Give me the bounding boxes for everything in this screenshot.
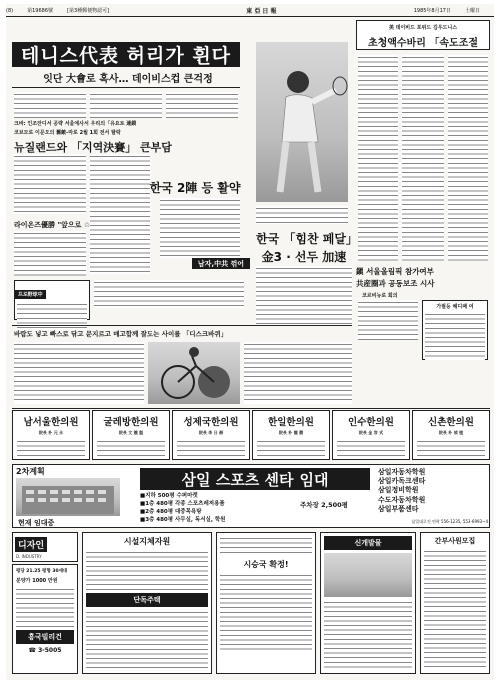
sports-center-suffix: 임대 [299, 470, 329, 489]
cycling-body [256, 266, 352, 326]
school-item: 삼일자동차학원 [378, 468, 426, 476]
sports-center-banner [140, 468, 370, 490]
cycling-subheadline: 金3 · 선두 加速 [261, 250, 347, 264]
lead-headline: 테니스代表 허리가 휜다 [12, 42, 240, 67]
issue-number: 第19686號 [27, 8, 53, 14]
housing-ad-title: 시설지체자원 [123, 537, 171, 546]
clinic-name: 인수한의원 [348, 417, 394, 428]
clinic-ad [172, 410, 250, 460]
clinic-ad [252, 410, 330, 460]
sports-center-status: 현재 임대중 [18, 519, 55, 527]
parking-label: 주차장 2,500평 [300, 501, 348, 509]
date-label: 1985年8月17日 [413, 8, 451, 14]
tennis-photo [256, 42, 348, 202]
clinic-name: 굴레방한의원 [103, 417, 159, 428]
right-notice-title: 가필등 헤디패 여 [436, 304, 474, 310]
paper-name: 東 亞 日 報 [246, 8, 277, 15]
clinic-ad [332, 410, 410, 460]
sports-center-title: 삼일 스포츠 센타 [181, 470, 294, 489]
gallery-ad-title: 신개발물 [324, 536, 412, 550]
lead-subhead-2: 코브모로 이문오의 舊敵-마로 2월 1회 전서 탈락 [14, 130, 121, 136]
cycling-photo [148, 342, 240, 404]
clinic-name: 한일한의원 [268, 417, 314, 428]
recruit-ad-title: 간부사원모집 [434, 537, 476, 545]
right-body-3 [448, 55, 488, 261]
lead-subhead-1: 크바: 인조잔디서 공략 서울에사서 우리의「유요토 連鎖 [14, 121, 137, 127]
clinic-ad [412, 410, 490, 460]
school-item: 삼일카독크센타 [378, 477, 426, 486]
apartment-price: 평당 21.25 평형 30세대 [16, 569, 68, 574]
disc-wheel-headline: 바람도 넣고 빠스로 닦고 문지르고 매고합께 잘도는 사이를 「디스크바퀴」 [14, 330, 228, 338]
sports-center-features [140, 492, 300, 524]
sports-center-schools [378, 468, 488, 514]
results-table [160, 198, 240, 258]
right-feature-title: 초청액수바리 「속도조절 [367, 38, 479, 49]
right-body-1 [358, 55, 398, 261]
pro-baseball-label: 프로野球中 [15, 290, 46, 299]
apartment-tel: ☎ 3-5005 [28, 647, 62, 654]
edition-label: [第3種郵便物認可] [67, 8, 110, 14]
clinic-ads-row [12, 410, 490, 460]
apartment-company: 흥국빌리건 [16, 630, 74, 644]
recruit-ad [420, 532, 490, 674]
sports-center-plan: 2차계획 [16, 467, 45, 476]
school-item: 삼일정비학원 [378, 486, 419, 495]
design-ad-sub: D. INDUSTRY [16, 554, 42, 559]
lead-text-col2 [90, 92, 162, 118]
men-beat-china-badge: 남자,中共 꺾어 [192, 258, 250, 269]
apartment-ad [12, 564, 78, 674]
weekday-label: 土曜日 [464, 8, 480, 14]
design-ad [12, 532, 78, 562]
middle-ad-title: 시승국 확정! [243, 560, 289, 569]
lions-body [14, 231, 86, 276]
olympic-body [358, 300, 418, 340]
feature-item: ■3층 480평 사무실, 독서실, 학원 [140, 517, 226, 523]
school-item: 수도자동차학원 [378, 495, 426, 504]
olympic-notice-2: 共産圈과 공동보조 시사 [356, 279, 435, 288]
page-number: (8) [6, 7, 14, 14]
disc-wheel-body-2 [244, 342, 352, 404]
right-feature-box [356, 20, 490, 50]
clinic-name: 성제국한의원 [183, 417, 239, 428]
sports-center-contact: 삼일대로건 연락 556-1235, 553-6993~4 [411, 519, 488, 524]
sports-center-building [16, 478, 120, 516]
clinic-doctor: 院長 文 龍 盤 [118, 430, 144, 435]
right-notice-box [422, 300, 488, 360]
clinic-doctor: 院長 朴 禎 植 [438, 430, 464, 435]
lead-body-b [90, 154, 150, 274]
lead-text-col3 [166, 92, 238, 118]
olympic-notice-3: 코르비뉴로 회의 [362, 293, 398, 299]
apartment-sub: 분양가 1000 만원 [16, 578, 58, 584]
lions-headline: 라이온즈優勝 "앞으로 ☆ [14, 221, 91, 229]
feature-item: ■1층 480평 각종 스포츠레져용품 [140, 501, 225, 507]
lead-text-col1 [14, 92, 86, 118]
lead-subhead-3: 뉴질랜드와 「지역決賽」 큰부담 [14, 141, 172, 154]
feature-item: ■지하 500평 수퍼마켓 [140, 493, 198, 499]
photo-caption [256, 206, 348, 224]
housing-ad [82, 532, 212, 674]
olympic-notice-1: 鎭 서울올림픽 참가여부 [356, 267, 434, 276]
clinic-name: 남서울한의원 [23, 417, 79, 428]
middle-ad [216, 532, 316, 674]
clinic-doctor: 院長 朴 龍 馥 [278, 430, 304, 435]
cycling-headline: 한국 「힘찬 페달」 [256, 232, 358, 246]
clinic-doctor: 院長 李 日 赫 [198, 430, 224, 435]
clinic-ad [92, 410, 170, 460]
disc-wheel-body [14, 342, 144, 404]
korea-2nd-team-headline: 한국 2陣 등 활약 [149, 181, 241, 195]
lead-body-a [14, 154, 86, 214]
clinic-ad [12, 410, 90, 460]
pro-baseball-box [14, 280, 90, 320]
design-ad-title: 디자인 [15, 537, 47, 552]
score-text [94, 280, 244, 308]
clinic-doctor: 院長 金 容 式 [358, 430, 384, 435]
lead-subtitle: 잇단 大會로 혹사… 데이비스컵 큰걱정 [43, 74, 213, 85]
housing-ad-badge: 단독주택 [86, 593, 208, 607]
clinic-name: 신촌한의원 [428, 417, 474, 428]
right-feature-tag: 美 데이비드 포위드 김우드니스 [388, 25, 458, 31]
feature-item: ■2층 480평 대중목욕탕 [140, 509, 202, 515]
masthead [6, 5, 494, 17]
clinic-doctor: 院長 朴 元 永 [38, 430, 64, 435]
right-body-2 [402, 55, 444, 261]
school-item: 삼일부품센타 [378, 504, 419, 513]
gallery-ad [320, 532, 416, 674]
